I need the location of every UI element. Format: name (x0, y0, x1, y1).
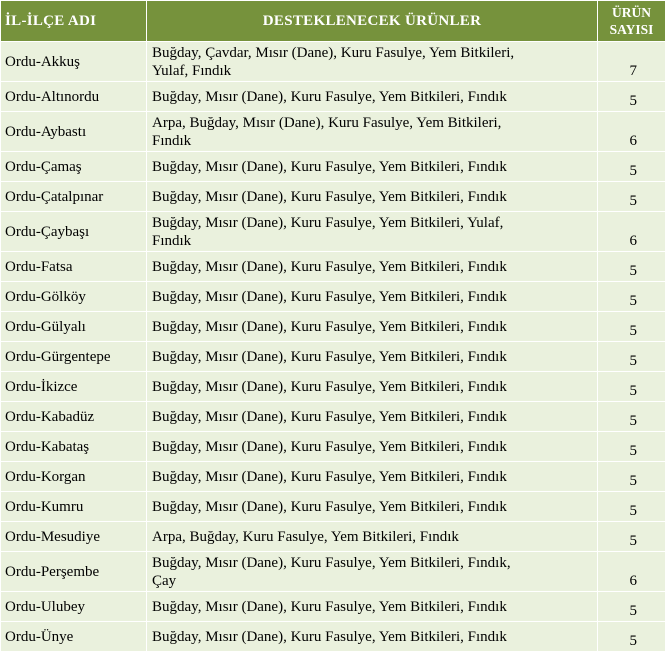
table-row (1, 592, 666, 622)
table-row (1, 432, 666, 462)
products-line-1: Buğday, Mısır (Dane), Kuru Fasulye, Yem Bitkileri, Fındık (152, 288, 507, 305)
product-count-cell: 5 (598, 282, 666, 312)
header-product-count (598, 1, 666, 42)
table-row (1, 342, 666, 372)
header-row (1, 1, 666, 42)
district-cell: Ordu-Fatsa (1, 252, 147, 282)
products-line-1: Buğday, Mısır (Dane), Kuru Fasulye, Yem Bitkileri, Yulaf, (152, 214, 504, 231)
products-cell (147, 522, 598, 552)
district-cell: Ordu-Akkuş (1, 42, 147, 82)
table-row (1, 372, 666, 402)
products-cell (147, 212, 598, 252)
product-count-cell: 6 (598, 552, 666, 592)
product-count-cell: 7 (598, 42, 666, 82)
district-cell: Ordu-Korgan (1, 462, 147, 492)
products-cell (147, 42, 598, 82)
products-line-1: Buğday, Mısır (Dane), Kuru Fasulye, Yem Bitkileri, Fındık (152, 468, 507, 485)
products-cell (147, 342, 598, 372)
products-line-2: Fındık (152, 132, 192, 149)
products-line-1: Buğday, Mısır (Dane), Kuru Fasulye, Yem Bitkileri, Fındık (152, 318, 507, 335)
product-count-cell: 5 (598, 252, 666, 282)
products-line-1: Arpa, Buğday, Mısır (Dane), Kuru Fasulye, Yem Bitkileri, (152, 114, 502, 131)
product-count-cell: 5 (598, 492, 666, 522)
district-cell: Ordu-Ulubey (1, 592, 147, 622)
product-count-cell: 5 (598, 592, 666, 622)
district-cell: Ordu-İkizce (1, 372, 147, 402)
product-count-cell: 5 (598, 182, 666, 212)
products-line-1: Buğday, Mısır (Dane), Kuru Fasulye, Yem Bitkileri, Fındık, (152, 554, 511, 571)
district-cell: Ordu-Gölköy (1, 282, 147, 312)
table-row (1, 622, 666, 652)
products-line-2: Çay (152, 572, 177, 589)
products-line-1: Buğday, Mısır (Dane), Kuru Fasulye, Yem Bitkileri, Fındık (152, 438, 507, 455)
products-cell (147, 432, 598, 462)
district-cell: Ordu-Kabadüz (1, 402, 147, 432)
product-count-cell: 5 (598, 342, 666, 372)
products-cell (147, 82, 598, 112)
products-cell (147, 252, 598, 282)
product-count-cell: 5 (598, 82, 666, 112)
table-row (1, 312, 666, 342)
products-cell (147, 312, 598, 342)
table-row (1, 152, 666, 182)
header-district: İL-İLÇE ADI (1, 1, 147, 42)
table-row (1, 462, 666, 492)
product-count-cell: 5 (598, 312, 666, 342)
products-cell (147, 282, 598, 312)
products-cell (147, 152, 598, 182)
products-line-1: Buğday, Mısır (Dane), Kuru Fasulye, Yem Bitkileri, Fındık (152, 158, 507, 175)
products-cell (147, 592, 598, 622)
district-cell: Ordu-Gürgentepe (1, 342, 147, 372)
table-row (1, 282, 666, 312)
district-cell: Ordu-Kabataş (1, 432, 147, 462)
district-cell: Ordu-Gülyalı (1, 312, 147, 342)
products-cell (147, 622, 598, 652)
products-cell (147, 462, 598, 492)
table-row (1, 252, 666, 282)
products-line-1: Buğday, Mısır (Dane), Kuru Fasulye, Yem Bitkileri, Fındık (152, 598, 507, 615)
product-count-cell: 5 (598, 432, 666, 462)
district-cell: Ordu-Aybastı (1, 112, 147, 152)
products-line-1: Buğday, Mısır (Dane), Kuru Fasulye, Yem Bitkileri, Fındık (152, 628, 507, 645)
header-count-line1: ÜRÜN (612, 5, 651, 20)
products-cell (147, 402, 598, 432)
product-count-cell: 5 (598, 152, 666, 182)
products-line-1: Buğday, Mısır (Dane), Kuru Fasulye, Yem Bitkileri, Fındık (152, 258, 507, 275)
product-count-cell: 5 (598, 462, 666, 492)
product-count-cell: 5 (598, 372, 666, 402)
products-line-2: Fındık (152, 232, 192, 249)
district-cell: Ordu-Mesudiye (1, 522, 147, 552)
table-row (1, 402, 666, 432)
products-line-1: Buğday, Mısır (Dane), Kuru Fasulye, Yem Bitkileri, Fındık (152, 348, 507, 365)
products-cell (147, 492, 598, 522)
district-cell: Ordu-Altınordu (1, 82, 147, 112)
table-row (1, 212, 666, 252)
product-count-cell: 6 (598, 112, 666, 152)
products-line-1: Buğday, Mısır (Dane), Kuru Fasulye, Yem Bitkileri, Fındık (152, 498, 507, 515)
products-line-1: Buğday, Mısır (Dane), Kuru Fasulye, Yem Bitkileri, Fındık (152, 408, 507, 425)
district-cell: Ordu-Çaybaşı (1, 212, 147, 252)
district-cell: Ordu-Perşembe (1, 552, 147, 592)
product-count-cell: 5 (598, 402, 666, 432)
district-cell: Ordu-Çamaş (1, 152, 147, 182)
products-line-1: Arpa, Buğday, Kuru Fasulye, Yem Bitkileri, Fındık (152, 528, 459, 545)
products-line-2: Yulaf, Fındık (152, 62, 232, 79)
header-count-line2: SAYISI (609, 22, 654, 37)
table-row (1, 492, 666, 522)
district-cell: Ordu-Ünye (1, 622, 147, 652)
products-cell (147, 112, 598, 152)
products-line-1: Buğday, Mısır (Dane), Kuru Fasulye, Yem Bitkileri, Fındık (152, 188, 507, 205)
header-products: DESTEKLENECEK ÜRÜNLER (147, 1, 598, 42)
products-cell (147, 182, 598, 212)
table-row (1, 112, 666, 152)
district-cell: Ordu-Çatalpınar (1, 182, 147, 212)
table-row (1, 42, 666, 82)
products-line-1: Buğday, Çavdar, Mısır (Dane), Kuru Fasulye, Yem Bitkileri, (152, 44, 515, 61)
table-row (1, 182, 666, 212)
products-cell (147, 552, 598, 592)
products-cell (147, 372, 598, 402)
district-cell: Ordu-Kumru (1, 492, 147, 522)
table-row (1, 552, 666, 592)
products-line-1: Buğday, Mısır (Dane), Kuru Fasulye, Yem Bitkileri, Fındık (152, 88, 507, 105)
product-count-cell: 6 (598, 212, 666, 252)
product-count-cell: 5 (598, 622, 666, 652)
products-line-1: Buğday, Mısır (Dane), Kuru Fasulye, Yem Bitkileri, Fındık (152, 378, 507, 395)
table-row (1, 82, 666, 112)
table-row (1, 522, 666, 552)
product-count-cell: 5 (598, 522, 666, 552)
